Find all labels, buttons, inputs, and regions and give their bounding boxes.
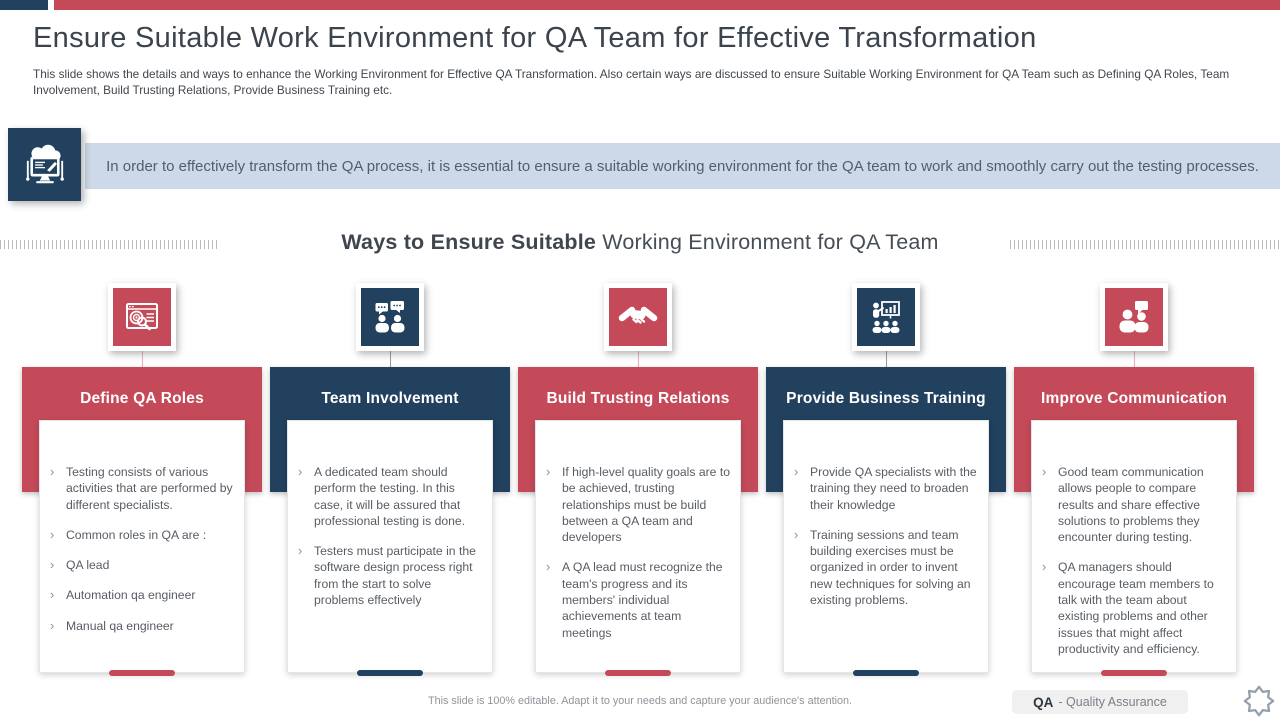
monitor-cloud-icon — [20, 140, 70, 190]
column-build-trusting-relations — [518, 283, 758, 679]
column-icon-frame — [356, 283, 424, 351]
column-team-involvement — [270, 283, 510, 679]
people-communication-icon — [1105, 288, 1163, 346]
top-accent-navy — [0, 0, 48, 10]
icon-connector — [142, 351, 143, 367]
icon-connector — [638, 351, 639, 367]
qa-abbr: QA — [1033, 694, 1054, 710]
column-card — [39, 420, 245, 673]
column-define-qa-roles — [22, 283, 262, 679]
editable-note: This slide is 100% editable. Adapt it to your needs and capture your audience's attention. — [427, 695, 852, 707]
list-item: › Automation qa engineer — [50, 587, 236, 603]
top-accent-red — [54, 0, 1280, 10]
ways-columns — [22, 283, 1254, 679]
list-item: › QA managers should encourage team members to talk with the team about existing problems and other issues that might affect productivity and efficiency. — [1042, 559, 1228, 657]
highlight-banner — [85, 143, 1280, 189]
section-heading — [0, 230, 1280, 255]
column-card — [287, 420, 493, 673]
icon-connector — [886, 351, 887, 367]
column-header: Team Involvement — [321, 390, 459, 407]
column-header: Define QA Roles — [80, 390, 204, 407]
column-card — [1031, 420, 1237, 673]
column-header: Provide Business Training — [786, 390, 986, 407]
column-header: Build Trusting Relations — [546, 390, 730, 407]
card-accent-bar — [1101, 670, 1167, 676]
list-item: › Common roles in QA are : — [50, 527, 236, 543]
column-card — [783, 420, 989, 673]
list-item: › QA lead — [50, 557, 236, 573]
list-item: › If high-level quality goals are to be achieved, trusting relationships must be build between a QA team and developers — [546, 464, 732, 545]
page-title: Ensure Suitable Work Environment for QA Team for Effective Transformation — [33, 22, 1037, 54]
banner-icon-box — [8, 128, 81, 201]
column-icon-frame — [1100, 283, 1168, 351]
column-icon-frame — [604, 283, 672, 351]
section-heading-part1: Ways to Ensure Suitable — [341, 230, 603, 254]
column-header: Improve Communication — [1041, 390, 1227, 407]
training-presentation-icon — [857, 288, 915, 346]
list-item: › A QA lead must recognize the team's progress and its members' individual achievements at team meetings — [546, 559, 732, 640]
gear-icon — [1242, 684, 1276, 718]
column-provide-business-training — [766, 283, 1006, 679]
list-item: › Manual qa engineer — [50, 618, 236, 634]
card-accent-bar — [109, 670, 175, 676]
icon-connector — [390, 351, 391, 367]
qa-legend-badge — [1012, 690, 1188, 714]
list-item: › Testers must participate in the software design process right from the start to solve problems effectively — [298, 543, 484, 608]
qa-definition: - Quality Assurance — [1058, 695, 1167, 709]
column-improve-communication — [1014, 283, 1254, 679]
icon-connector — [1134, 351, 1135, 367]
banner-text: In order to effectively transform the QA process, it is essential to ensure a suitable working environment for the QA team to work and smoothly carry out the testing processes. — [106, 157, 1259, 175]
slide-description: This slide shows the details and ways to enhance the Working Environment for Effective QA Transformation. Also certain ways are discussed to ensure Suitable Working Environment for QA Team such as Defining QA Roles, Team Involvement, Build Trusting Relations, Provide Business Training etc. — [33, 67, 1230, 97]
card-accent-bar — [357, 670, 423, 676]
handshake-icon — [609, 288, 667, 346]
team-chat-icon — [361, 288, 419, 346]
card-accent-bar — [853, 670, 919, 676]
list-item: › A dedicated team should perform the testing. In this case, it will be assured that professional testing is done. — [298, 464, 484, 529]
card-accent-bar — [605, 670, 671, 676]
list-item: › Testing consists of various activities that are performed by different specialists. — [50, 464, 236, 513]
list-item: › Good team communication allows people to compare results and share effective solutions to problems they encounter during testing. — [1042, 464, 1228, 545]
list-item: › Training sessions and team building exercises must be organized in order to invent new techniques for solving an existing problems. — [794, 527, 980, 608]
list-item: › Provide QA specialists with the training they need to broaden their knowledge — [794, 464, 980, 513]
column-icon-frame — [108, 283, 176, 351]
target-search-icon — [113, 288, 171, 346]
section-heading-part2: Working Environment for QA Team — [602, 230, 939, 254]
column-icon-frame — [852, 283, 920, 351]
column-card — [535, 420, 741, 673]
